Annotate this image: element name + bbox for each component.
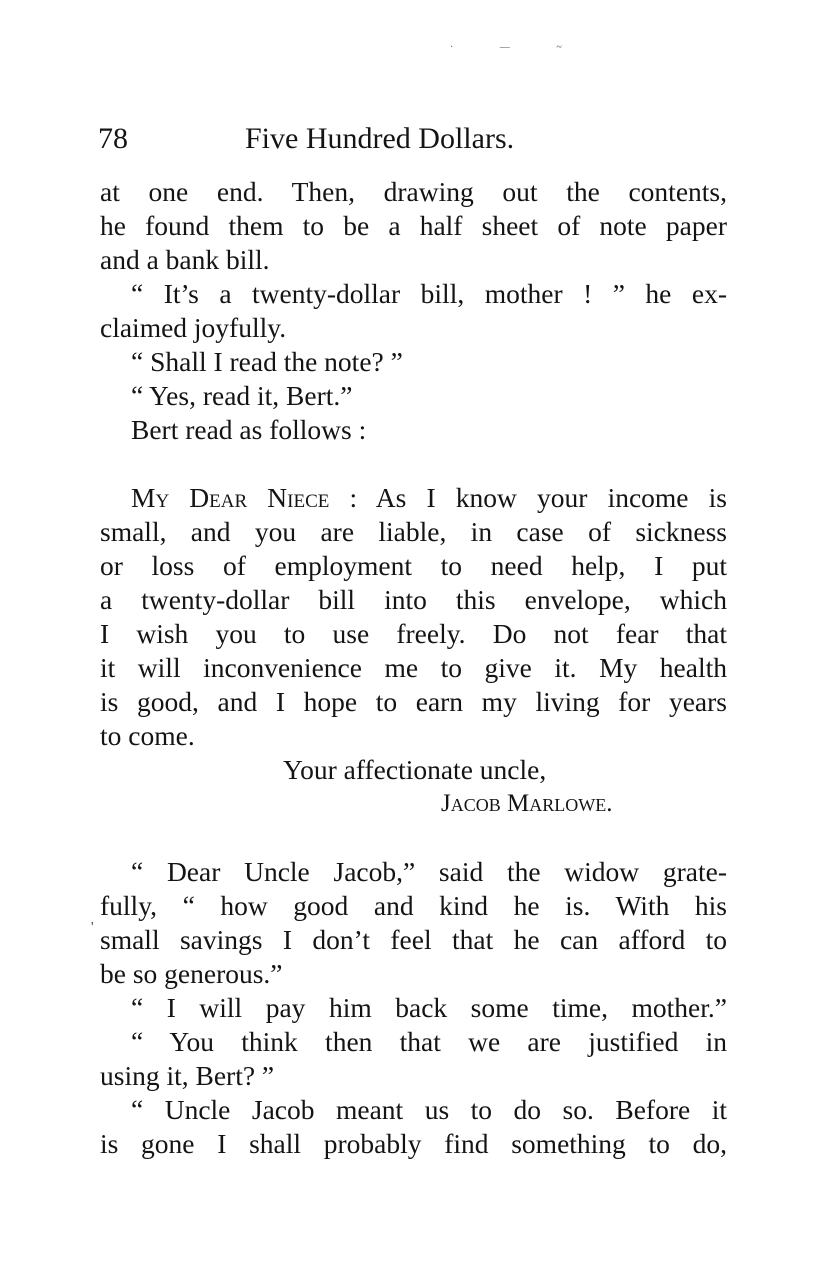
text-line: “ Yes, read it, Bert.” <box>131 380 353 411</box>
text-line: be so generous.” <box>100 958 283 989</box>
text-line: “ Dear Uncle Jacob,” said the widow grate- <box>131 856 727 887</box>
text-line: at one end. Then, drawing out the contents, <box>100 176 727 207</box>
letter-line: or loss of employment to need help, I put <box>100 550 727 581</box>
text-line: claimed joyfully. <box>100 312 287 343</box>
text-line: “ You think then that we are justified in <box>131 1026 727 1057</box>
letter-line: is good, and I hope to earn my living for years <box>100 686 727 717</box>
letter-first-line <box>131 481 727 515</box>
text-line: “ I will pay him back some time, mother.” <box>131 992 727 1023</box>
text-line: Bert read as follows : <box>131 414 367 445</box>
text-line: “ It’s a twenty-dollar bill, mother ! ” he ex- <box>131 278 727 309</box>
letter-line: small, and you are liable, in case of sickness <box>100 516 727 547</box>
letter-signature: Jacob Marlowe. <box>441 790 613 817</box>
letter-first-line-text: As I know your income is <box>375 482 727 513</box>
print-specks: · — ~ <box>450 42 584 53</box>
letter-line: to come. <box>100 720 195 751</box>
text-line: “ Shall I read the note? ” <box>131 346 403 377</box>
text-line: fully, “ how good and kind he is. With his <box>100 890 727 921</box>
text-line: is gone I shall probably find something to do, <box>100 1128 727 1159</box>
text-line: small savings I don’t feel that he can afford to <box>100 924 727 955</box>
letter-line: it will inconvenience me to give it. My health <box>100 652 727 683</box>
running-title: Five Hundred Dollars. <box>245 122 515 155</box>
letter-line: I wish you to use freely. Do not fear that <box>100 618 727 649</box>
text-line: he found them to be a half sheet of note paper <box>100 210 727 241</box>
letter-salutation: My Dear Niece : <box>131 482 358 513</box>
margin-mark: ' <box>91 920 94 935</box>
letter-closing: Your affectionate uncle, <box>283 754 547 785</box>
text-line: using it, Bert? ” <box>100 1060 275 1091</box>
text-line: “ Uncle Jacob meant us to do so. Before it <box>131 1094 727 1125</box>
text-line: and a bank bill. <box>100 244 270 275</box>
letter-line: a twenty-dollar bill into this envelope, which <box>100 584 727 615</box>
page-number: 78 <box>98 122 128 155</box>
